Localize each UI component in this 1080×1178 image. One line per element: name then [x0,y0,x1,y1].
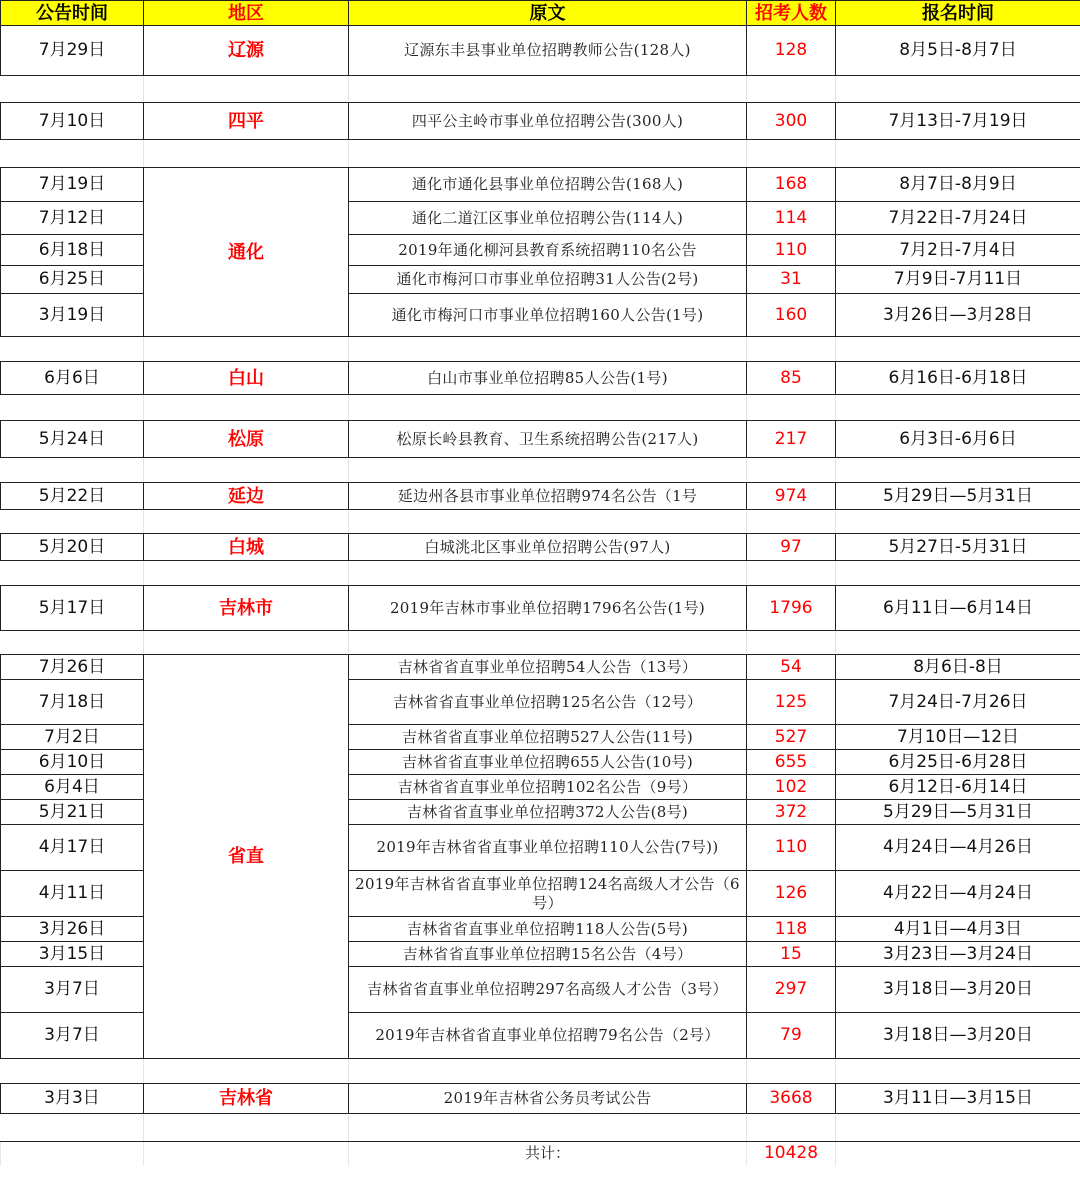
registration-period-cell: 8月6日-8日 [836,655,1080,680]
recruit-count-cell: 655 [747,750,836,775]
spacer-cell [747,395,836,421]
recruit-count-cell: 128 [747,26,836,76]
recruit-count-cell: 110 [747,235,836,266]
spacer-cell [836,140,1080,168]
group-spacer-row [1,561,1080,586]
spacer-cell [144,561,349,586]
table-body [1,26,1080,1166]
announcement-title-cell: 吉林省省直事业单位招聘118人公告(5号) [349,917,747,942]
table-row [1,483,1080,510]
announce-date-cell: 7月19日 [1,168,144,202]
group-spacer-row [1,337,1080,362]
header-title: 原文 [349,1,747,26]
announcement-title-cell: 2019年通化柳河县教育系统招聘110名公告 [349,235,747,266]
announce-date-cell: 7月29日 [1,26,144,76]
spacer-cell [836,1114,1080,1142]
registration-period-cell: 7月10日—12日 [836,725,1080,750]
table-row [1,534,1080,561]
table-row [1,168,1080,202]
announcement-title-cell: 2019年吉林省公务员考试公告 [349,1084,747,1114]
recruit-count-cell: 297 [747,967,836,1013]
table-row [1,1084,1080,1114]
spacer-cell [747,510,836,534]
announce-date-cell: 3月15日 [1,942,144,967]
announce-date-cell: 7月12日 [1,202,144,235]
spacer-cell [349,1114,747,1142]
group-spacer-row [1,510,1080,534]
registration-period-cell: 7月24日-7月26日 [836,680,1080,725]
recruit-count-cell: 372 [747,800,836,825]
announce-date-cell: 6月25日 [1,266,144,294]
region-cell: 延边 [144,483,349,510]
spacer-cell [144,458,349,483]
spacer-cell [747,140,836,168]
spacer-cell [144,1059,349,1084]
region-cell: 省直 [144,655,349,1059]
recruit-count-cell: 217 [747,421,836,458]
recruit-count-cell: 3668 [747,1084,836,1114]
announcement-title-cell: 延边州各县市事业单位招聘974名公告（1号 [349,483,747,510]
spacer-cell [836,76,1080,103]
registration-period-cell: 3月18日—3月20日 [836,1013,1080,1059]
announcement-title-cell: 吉林省省直事业单位招聘125名公告（12号） [349,680,747,725]
announcement-title-cell: 2019年吉林省省直事业单位招聘110人公告(7号)) [349,825,747,871]
header-count: 招考人数 [747,1,836,26]
table-row [1,362,1080,395]
group-spacer-row [1,140,1080,168]
recruit-count-cell: 974 [747,483,836,510]
registration-period-cell: 3月18日—3月20日 [836,967,1080,1013]
table-row [1,586,1080,631]
spacer-cell [349,395,747,421]
registration-period-cell: 7月2日-7月4日 [836,235,1080,266]
spacer-cell [1,76,144,103]
registration-period-cell: 7月13日-7月19日 [836,103,1080,140]
spacer-cell [349,140,747,168]
spacer-cell [1,337,144,362]
spacer-cell [349,510,747,534]
spacer-cell [836,1059,1080,1084]
recruit-count-cell: 300 [747,103,836,140]
recruit-count-cell: 114 [747,202,836,235]
spacer-cell [1,395,144,421]
spacer-cell [349,631,747,655]
recruit-count-cell: 527 [747,725,836,750]
region-cell: 吉林省 [144,1084,349,1114]
spacer-cell [1,631,144,655]
group-spacer-row [1,395,1080,421]
announcement-title-cell: 通化二道江区事业单位招聘公告(114人) [349,202,747,235]
region-cell: 四平 [144,103,349,140]
spacer-cell [747,1114,836,1142]
header-region: 地区 [144,1,349,26]
spacer-cell [349,337,747,362]
announcement-title-cell: 吉林省省直事业单位招聘54人公告（13号） [349,655,747,680]
registration-period-cell: 6月3日-6月6日 [836,421,1080,458]
spacer-cell [747,1059,836,1084]
announce-date-cell: 5月17日 [1,586,144,631]
registration-period-cell: 7月22日-7月24日 [836,202,1080,235]
group-spacer-row [1,1059,1080,1084]
table-row [1,421,1080,458]
recruit-count-cell: 79 [747,1013,836,1059]
spacer-cell [747,631,836,655]
announcement-title-cell: 吉林省省直事业单位招聘15名公告（4号） [349,942,747,967]
header-period: 报名时间 [836,1,1080,26]
announce-date-cell: 4月17日 [1,825,144,871]
recruit-count-cell: 126 [747,871,836,917]
registration-period-cell: 5月29日—5月31日 [836,483,1080,510]
announcement-title-cell: 四平公主岭市事业单位招聘公告(300人) [349,103,747,140]
spacer-cell [349,561,747,586]
announcement-title-cell: 2019年吉林省省直事业单位招聘79名公告（2号） [349,1013,747,1059]
announce-date-cell: 3月19日 [1,294,144,337]
announcement-title-cell: 吉林省省直事业单位招聘102名公告（9号） [349,775,747,800]
registration-period-cell: 4月22日—4月24日 [836,871,1080,917]
spacer-cell [1,1059,144,1084]
spacer-cell [1,561,144,586]
total-label: 共计： [349,1142,747,1166]
announcement-title-cell: 通化市通化县事业单位招聘公告(168人) [349,168,747,202]
spacer-cell [144,395,349,421]
group-spacer-row [1,1114,1080,1142]
announce-date-cell: 6月10日 [1,750,144,775]
recruit-count-cell: 85 [747,362,836,395]
announcement-title-cell: 吉林省省直事业单位招聘655人公告(10号) [349,750,747,775]
registration-period-cell: 4月24日—4月26日 [836,825,1080,871]
spacer-cell [144,337,349,362]
announcement-title-cell: 通化市梅河口市事业单位招聘160人公告(1号) [349,294,747,337]
group-spacer-row [1,76,1080,103]
spacer-cell [349,458,747,483]
announce-date-cell: 7月10日 [1,103,144,140]
spacer-cell [1,458,144,483]
registration-period-cell: 6月12日-6月14日 [836,775,1080,800]
spacer-cell [144,140,349,168]
spacer-cell [1,1114,144,1142]
announce-date-cell: 7月2日 [1,725,144,750]
announcement-title-cell: 松原长岭县教育、卫生系统招聘公告(217人) [349,421,747,458]
recruit-count-cell: 54 [747,655,836,680]
spacer-cell [747,458,836,483]
announce-date-cell: 5月21日 [1,800,144,825]
announce-date-cell: 3月26日 [1,917,144,942]
registration-period-cell: 8月5日-8月7日 [836,26,1080,76]
group-spacer-row [1,458,1080,483]
registration-period-cell: 6月16日-6月18日 [836,362,1080,395]
spacer-cell [836,510,1080,534]
recruit-count-cell: 160 [747,294,836,337]
registration-period-cell: 8月7日-8月9日 [836,168,1080,202]
spacer-cell [144,510,349,534]
spacer-cell [1,510,144,534]
announce-date-cell: 5月24日 [1,421,144,458]
spacer-cell [144,1114,349,1142]
registration-period-cell: 5月27日-5月31日 [836,534,1080,561]
announce-date-cell: 6月4日 [1,775,144,800]
spacer-cell [747,561,836,586]
announcement-title-cell: 辽源东丰县事业单位招聘教师公告(128人) [349,26,747,76]
region-cell: 白山 [144,362,349,395]
group-spacer-row [1,631,1080,655]
spacer-cell [836,337,1080,362]
announce-date-cell: 7月26日 [1,655,144,680]
spacer-cell [836,395,1080,421]
announcement-title-cell: 白山市事业单位招聘85人公告(1号) [349,362,747,395]
spacer-cell [144,76,349,103]
announce-date-cell: 5月20日 [1,534,144,561]
registration-period-cell: 7月9日-7月11日 [836,266,1080,294]
registration-period-cell: 6月11日—6月14日 [836,586,1080,631]
announcement-title-cell: 2019年吉林省省直事业单位招聘124名高级人才公告（6号） [349,871,747,917]
recruit-count-cell: 1796 [747,586,836,631]
spacer-cell [144,631,349,655]
announcement-title-cell: 吉林省省直事业单位招聘527人公告(11号) [349,725,747,750]
spacer-cell [1,140,144,168]
spacer-cell [747,76,836,103]
region-cell: 通化 [144,168,349,337]
region-cell: 白城 [144,534,349,561]
header-date: 公告时间 [1,1,144,26]
announce-date-cell: 3月3日 [1,1084,144,1114]
spacer-cell [836,561,1080,586]
registration-period-cell: 3月26日—3月28日 [836,294,1080,337]
recruit-count-cell: 110 [747,825,836,871]
region-cell: 辽源 [144,26,349,76]
announcement-title-cell: 吉林省省直事业单位招聘372人公告(8号) [349,800,747,825]
announcement-title-cell: 2019年吉林市事业单位招聘1796名公告(1号) [349,586,747,631]
spacer-cell [836,631,1080,655]
announce-date-cell: 3月7日 [1,1013,144,1059]
spacer-cell [836,458,1080,483]
spacer-cell [349,76,747,103]
spacer-cell [747,337,836,362]
registration-period-cell: 3月23日—3月24日 [836,942,1080,967]
recruit-count-cell: 97 [747,534,836,561]
total-empty-cell [1,1142,144,1166]
header-row [1,1,1080,26]
table-row [1,655,1080,680]
announcement-title-cell: 通化市梅河口市事业单位招聘31人公告(2号) [349,266,747,294]
recruit-count-cell: 118 [747,917,836,942]
recruit-count-cell: 15 [747,942,836,967]
announce-date-cell: 4月11日 [1,871,144,917]
announce-date-cell: 6月18日 [1,235,144,266]
announce-date-cell: 5月22日 [1,483,144,510]
region-cell: 松原 [144,421,349,458]
announce-date-cell: 7月18日 [1,680,144,725]
total-row [1,1142,1080,1166]
spacer-cell [349,1059,747,1084]
registration-period-cell: 4月1日—4月3日 [836,917,1080,942]
announcement-title-cell: 白城洮北区事业单位招聘公告(97人) [349,534,747,561]
registration-period-cell: 6月25日-6月28日 [836,750,1080,775]
announcement-title-cell: 吉林省省直事业单位招聘297名高级人才公告（3号） [349,967,747,1013]
announce-date-cell: 3月7日 [1,967,144,1013]
table-row [1,103,1080,140]
region-cell: 吉林市 [144,586,349,631]
recruit-count-cell: 31 [747,266,836,294]
recruit-count-cell: 102 [747,775,836,800]
announce-date-cell: 6月6日 [1,362,144,395]
recruit-count-cell: 168 [747,168,836,202]
total-value: 10428 [747,1142,836,1166]
table-row [1,26,1080,76]
total-empty-cell [144,1142,349,1166]
registration-period-cell: 3月11日—3月15日 [836,1084,1080,1114]
registration-period-cell: 5月29日—5月31日 [836,800,1080,825]
recruit-count-cell: 125 [747,680,836,725]
total-empty-cell [836,1142,1080,1166]
